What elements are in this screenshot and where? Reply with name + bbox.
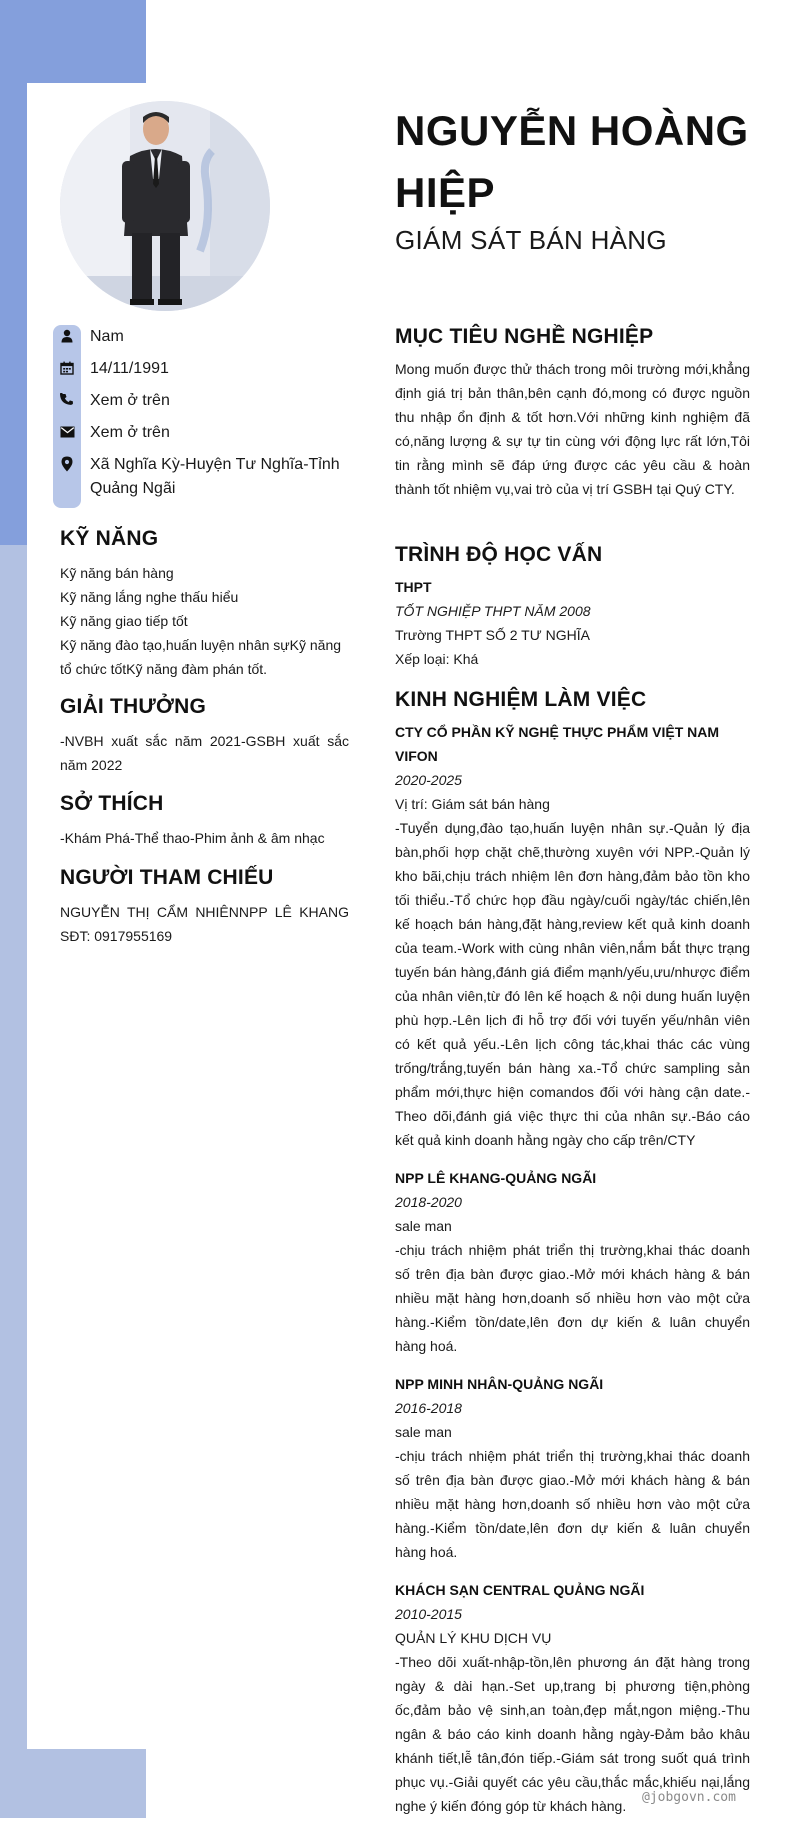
references-title: NGƯỜI THAM CHIẾU [60, 866, 274, 889]
skill-item: Kỹ năng giao tiếp tốt [60, 613, 188, 629]
experience-company: CTY CỔ PHẦN KỸ NGHỆ THỰC PHẨM VIỆT NAM VIFON [395, 724, 720, 764]
candidate-name: NGUYỄN HOÀNG HIỆP [395, 107, 749, 216]
hobbies-title: SỞ THÍCH [60, 792, 164, 815]
education-school: Trường THPT SỐ 2 TƯ NGHĨA [395, 627, 590, 643]
calendar-icon [53, 357, 81, 379]
contact-gender [53, 325, 363, 349]
skills-title: KỸ NĂNG [60, 527, 159, 550]
education-title: TRÌNH ĐỘ HỌC VẤN [395, 543, 603, 566]
contact-gender-text: Nam [90, 328, 124, 345]
phone-icon [53, 389, 81, 411]
experience-period: 2018-2020 [395, 1194, 462, 1210]
experience-period: 2020-2025 [395, 772, 462, 788]
person-icon [53, 325, 81, 347]
experience-company: NPP LÊ KHANG-QUẢNG NGÃI [395, 1170, 597, 1186]
experience-entry [395, 1166, 750, 1358]
references-text: NGUYỄN THỊ CẨM NHIÊNNPP LÊ KHANG SĐT: 0917955169 [60, 904, 349, 944]
contact-birthday [53, 357, 363, 381]
education-level: THPT [395, 579, 432, 595]
contact-email [53, 421, 363, 445]
hobbies-text: -Khám Phá-Thể thao-Phim ảnh & âm nhạc [60, 830, 325, 846]
experience-description: -Theo dõi xuất-nhập-tồn,lên phương án đặt hàng trong ngày & dài hạn.-Set up,trang bị phương tiện,phòng ốc,đảm bảo vệ sinh,an toàn,đẹp mắt,ngon miệng.-Thu ngân & báo cáo kinh doanh hằng ngày-Đảm bảo khâu khánh tiết,lễ tân,đón tiếp.-Giám sát trong suốt quá trình phục vụ.-Giải quyết các yêu cầu,thắc mắc,khiếu nại,lắng nghe ý kiến đóng góp từ khách hàng. [395, 1654, 750, 1814]
job-title: GIÁM SÁT BÁN HÀNG [395, 225, 667, 255]
contact-address-text: Xã Nghĩa Kỳ-Huyện Tư Nghĩa-Tỉnh Quảng Ngãi [90, 456, 340, 497]
experience-title: KINH NGHIỆM LÀM VIỆC [395, 688, 647, 711]
awards-title: GIẢI THƯỞNG [60, 695, 207, 718]
education-section [395, 543, 750, 671]
objective-text: Mong muốn được thử thách trong môi trường mới,khẳng định giá trị bản thân,bên cạnh đó,mong có được nguồn thu nhập ổn định & tốt hơn.Với những kinh nghiệm đã có,năng lượng & sự tự tin cùng với động lực rất lớn,Tôi tin rằng mình sẽ đáp ứng được các yêu cầu & hoàn thành tốt nhiệm vụ,vai trò của vị trí GSBH tại Quý CTY. [395, 361, 750, 497]
experience-section [395, 688, 750, 1832]
watermark: @jobgovn.com [642, 1790, 736, 1805]
email-icon [53, 421, 81, 443]
education-degree: TỐT NGHIỆP THPT NĂM 2008 [395, 603, 591, 619]
experience-entry [395, 1578, 750, 1818]
experience-position: sale man [395, 1424, 452, 1440]
experience-position: QUẢN LÝ KHU DỊCH VỤ [395, 1630, 552, 1646]
avatar [60, 101, 270, 311]
contact-birthday-text: 14/11/1991 [90, 360, 169, 377]
skill-item: Kỹ năng bán hàng [60, 565, 174, 581]
experience-description: -Tuyển dụng,đào tạo,huấn luyện nhân sự.-Quản lý địa bàn,phối hợp chặt chẽ,thường xuyên với NPP.-Quản lý kho bãi,chịu trách nhiệm lên đơn hàng,đảm bảo tồn kho tối thiểu.-Tổ chức họp đầu ngày/cuối ngày/tác chiến,lên kế hoạch bán hàng,đặt hàng,review kết quả kinh doanh của team.-Work with cùng nhân viên,nắm bắt thực trạng tuyến bán hàng,đánh giá điểm mạnh/yếu,ưu/nhược điểm của nhân viên,từ đó lên kế hoạch & nội dung huấn luyện phù hợp.-Lên lịch đi hỗ trợ đối với tuyến yếu/nhân viên có kết quả yếu.-Lên lịch công tác,khai thác các vùng trống/trắng,tuyến bán hàng xa.-Tổ chức sampling sản phẩm mới,thực hiện comandos đối với hàng cận date.-Theo dõi,đánh giá việc thực thi của nhân sự.-Báo cáo kết quả kinh doanh hằng ngày cho cấp trên/CTY [395, 820, 750, 1148]
experience-company: KHÁCH SẠN CENTRAL QUẢNG NGÃI [395, 1582, 645, 1598]
experience-company: NPP MINH NHÂN-QUẢNG NGÃI [395, 1376, 604, 1392]
experience-period: 2016-2018 [395, 1400, 462, 1416]
objective-section [395, 325, 750, 501]
skills-section [60, 527, 349, 681]
experience-position: Vị trí: Giám sát bán hàng [395, 796, 550, 812]
experience-position: sale man [395, 1218, 452, 1234]
experience-entry [395, 720, 750, 1152]
experience-description: -chịu trách nhiệm phát triển thị trường,khai thác doanh số trên địa bàn được giao.-Mở mới khách hàng & bán nhiều mặt hàng hơn,doanh số nhiều hơn vào một cửa hàng.-Kiểm tồn/date,lên đơn dự kiến & luân chuyển hàng hoá. [395, 1448, 750, 1560]
references-section [60, 866, 349, 948]
contact-email-text: Xem ở trên [90, 424, 170, 441]
skill-item: Kỹ năng đào tạo,huấn luyện nhân sựKỹ năng tổ chức tốtKỹ năng đàm phán tốt. [60, 637, 342, 677]
skill-item: Kỹ năng lắng nghe thấu hiểu [60, 589, 239, 605]
location-icon [53, 453, 81, 475]
education-grade: Xếp loại: Khá [395, 651, 479, 667]
experience-description: -chịu trách nhiệm phát triển thị trường,khai thác doanh số trên địa bàn được giao.-Mở mới khách hàng & bán nhiều mặt hàng hơn,doanh số nhiều hơn vào một cửa hàng.-Kiểm tồn/date,lên đơn dự kiến & luân chuyển hàng hoá. [395, 1242, 750, 1354]
awards-text: -NVBH xuất sắc năm 2021-GSBH xuất sắc năm 2022 [60, 733, 349, 773]
awards-section [60, 695, 349, 777]
contact-phone-text: Xem ở trên [90, 392, 170, 409]
contact-phone [53, 389, 363, 413]
objective-title: MỤC TIÊU NGHỀ NGHIỆP [395, 325, 654, 348]
experience-period: 2010-2015 [395, 1606, 462, 1622]
hobbies-section [60, 792, 349, 850]
contact-address [53, 453, 363, 501]
experience-entry [395, 1372, 750, 1564]
